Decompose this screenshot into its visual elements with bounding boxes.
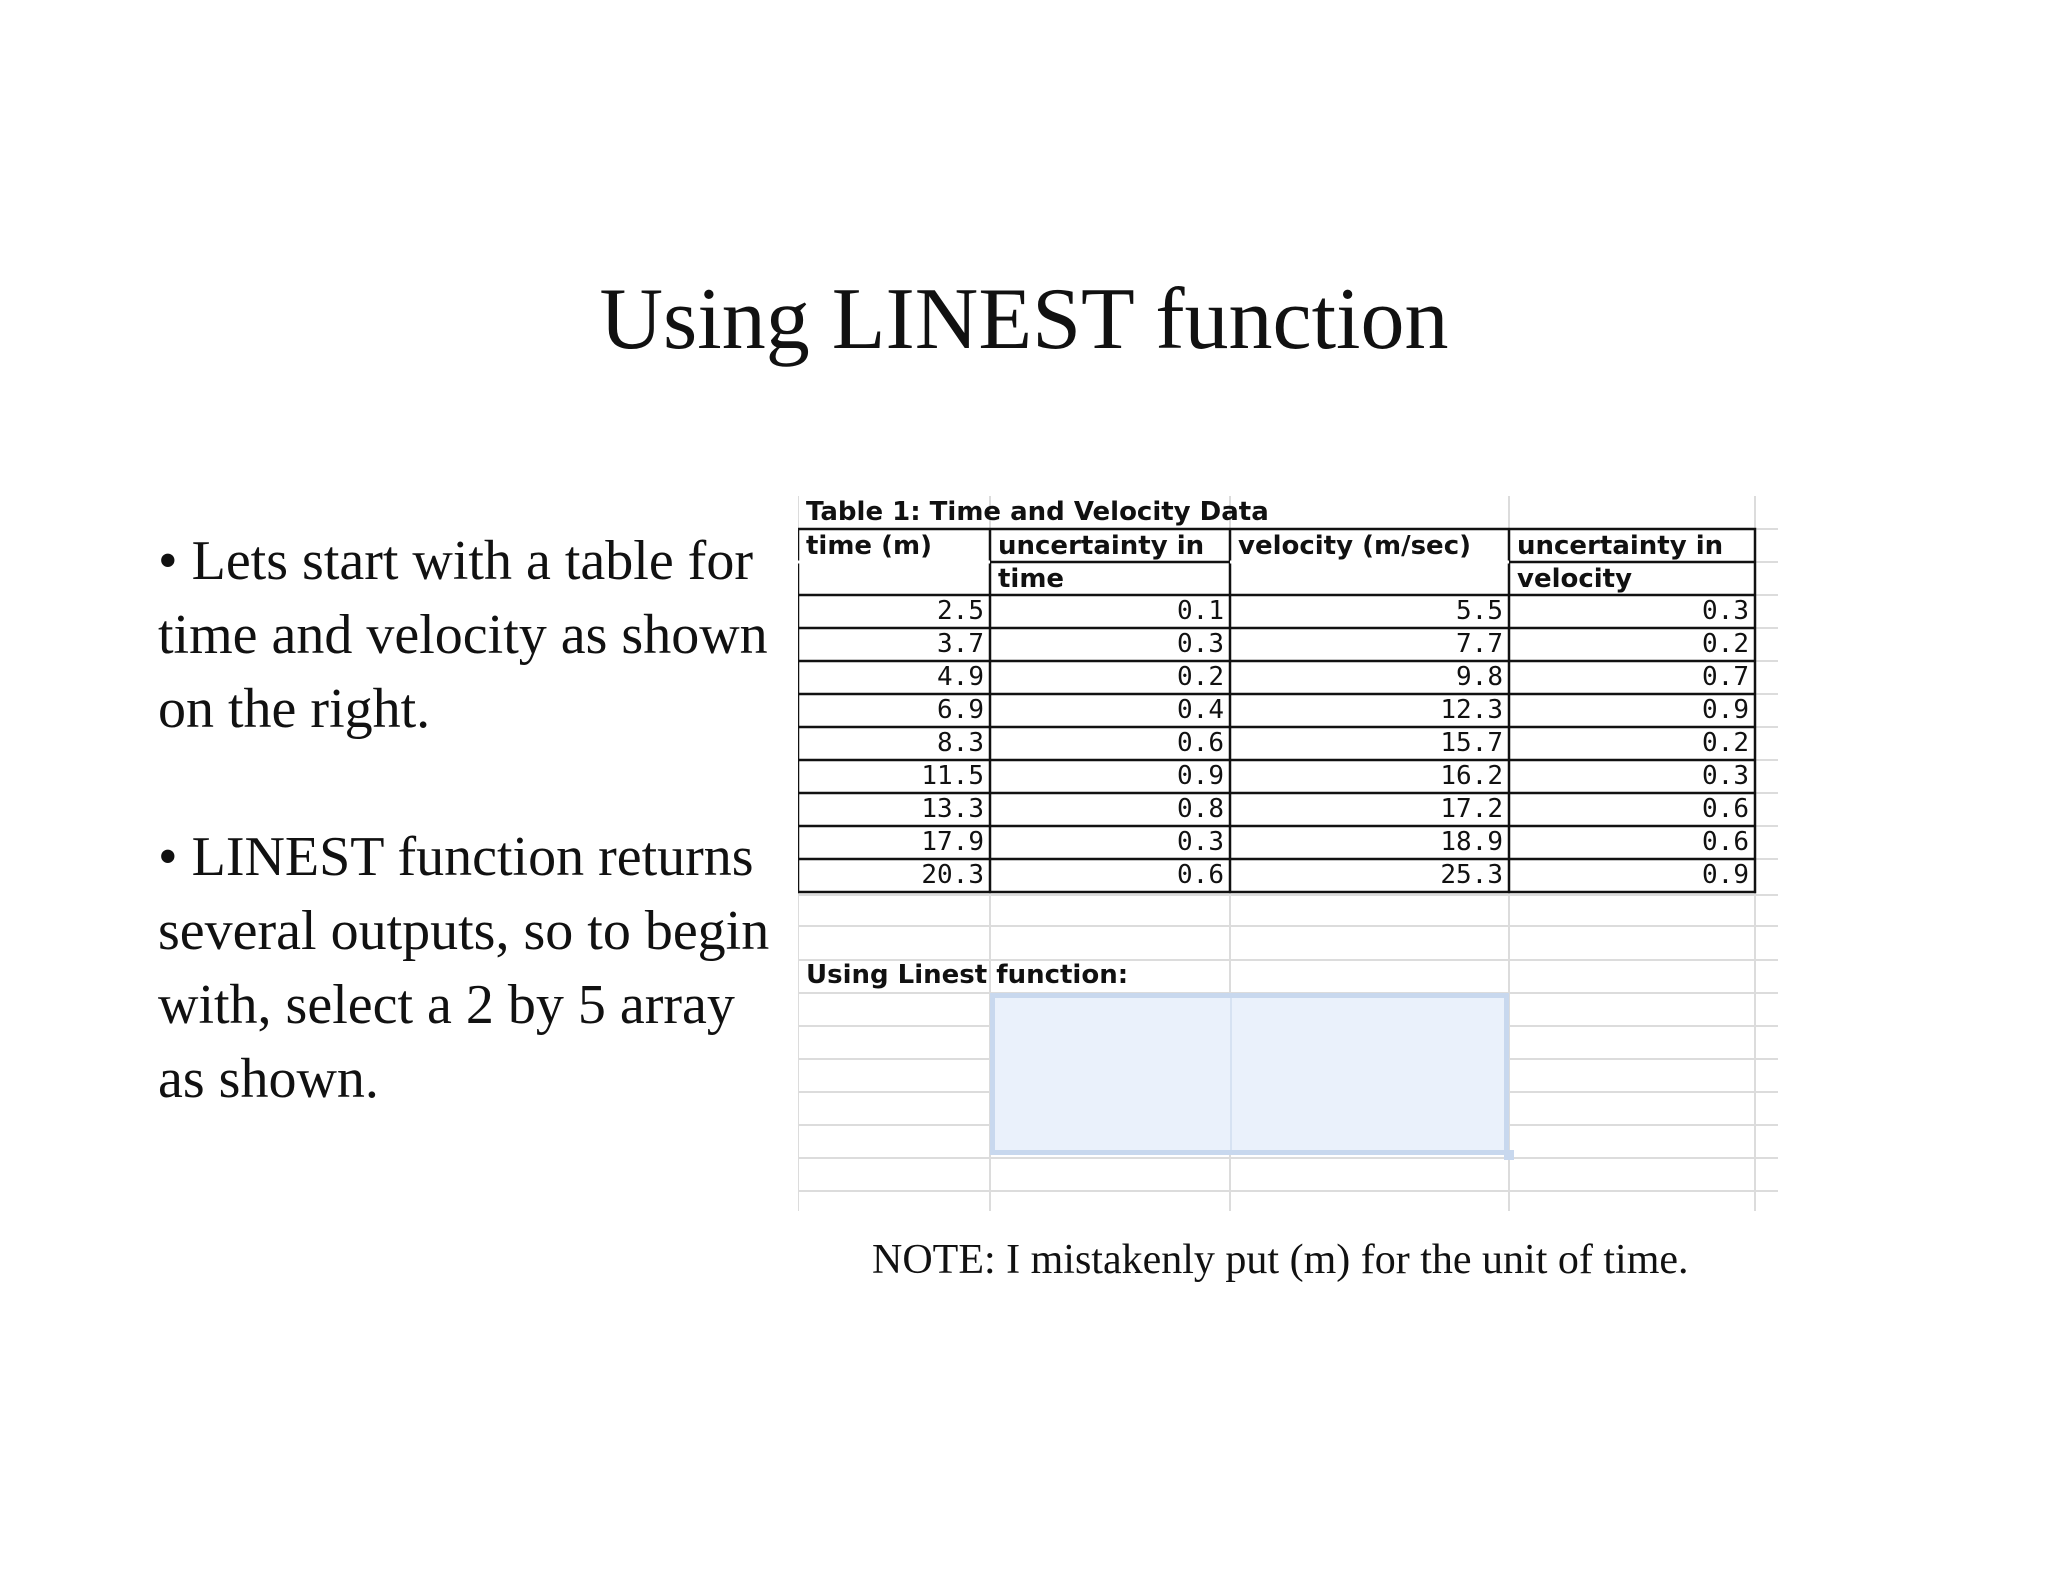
- velocity-cell[interactable]: 7.7: [1456, 629, 1503, 659]
- time-cell[interactable]: 2.5: [937, 596, 984, 626]
- velocity-cell[interactable]: 17.2: [1440, 794, 1503, 824]
- uncertainty-time-cell[interactable]: 0.3: [1177, 629, 1224, 659]
- bullet-linest-select: • LINEST function returns several outputs, so to begin with, select a 2 by 5 array as shown.: [158, 826, 770, 1110]
- header-uncertainty-time-line2: time: [998, 564, 1065, 594]
- time-cell[interactable]: 20.3: [921, 860, 984, 890]
- uncertainty-velocity-cell[interactable]: 0.2: [1702, 728, 1749, 758]
- uncertainty-velocity-cell[interactable]: 0.9: [1702, 860, 1749, 890]
- uncertainty-velocity-cell[interactable]: 0.2: [1702, 629, 1749, 659]
- velocity-cell[interactable]: 18.9: [1440, 827, 1503, 857]
- header-uncertainty-velocity-line1: uncertainty in: [1517, 531, 1724, 561]
- time-cell[interactable]: 13.3: [921, 794, 984, 824]
- header-uncertainty-time-line1: uncertainty in: [998, 531, 1205, 561]
- selection-fill-handle[interactable]: [1504, 1150, 1514, 1160]
- time-cell[interactable]: 8.3: [937, 728, 984, 758]
- time-cell[interactable]: 17.9: [921, 827, 984, 857]
- header-time: time (m): [806, 531, 932, 561]
- velocity-cell[interactable]: 16.2: [1440, 761, 1503, 791]
- table-title: Table 1: Time and Velocity Data: [806, 497, 1269, 527]
- uncertainty-velocity-cell[interactable]: 0.6: [1702, 827, 1749, 857]
- selection-column-divider: [1230, 998, 1232, 1150]
- time-cell[interactable]: 3.7: [937, 629, 984, 659]
- uncertainty-time-cell[interactable]: 0.6: [1177, 728, 1224, 758]
- linest-selected-range[interactable]: [990, 993, 1509, 1155]
- uncertainty-velocity-cell[interactable]: 0.3: [1702, 596, 1749, 626]
- uncertainty-velocity-cell[interactable]: 0.7: [1702, 662, 1749, 692]
- unit-note: NOTE: I mistakenly put (m) for the unit of time.: [872, 1237, 1689, 1283]
- uncertainty-time-cell[interactable]: 0.9: [1177, 761, 1224, 791]
- velocity-cell[interactable]: 12.3: [1440, 695, 1503, 725]
- uncertainty-velocity-cell[interactable]: 0.6: [1702, 794, 1749, 824]
- time-cell[interactable]: 6.9: [937, 695, 984, 725]
- linest-label: Using Linest function:: [806, 960, 1129, 990]
- uncertainty-velocity-cell[interactable]: 0.3: [1702, 761, 1749, 791]
- uncertainty-time-cell[interactable]: 0.4: [1177, 695, 1224, 725]
- time-cell[interactable]: 4.9: [937, 662, 984, 692]
- slide-title: Using LINEST function: [599, 271, 1449, 368]
- spreadsheet-screenshot: [798, 496, 1778, 1211]
- velocity-cell[interactable]: 5.5: [1456, 596, 1503, 626]
- uncertainty-time-cell[interactable]: 0.6: [1177, 860, 1224, 890]
- uncertainty-time-cell[interactable]: 0.8: [1177, 794, 1224, 824]
- velocity-cell[interactable]: 15.7: [1440, 728, 1503, 758]
- header-uncertainty-velocity-line2: velocity: [1517, 564, 1633, 594]
- uncertainty-velocity-cell[interactable]: 0.9: [1702, 695, 1749, 725]
- uncertainty-time-cell[interactable]: 0.3: [1177, 827, 1224, 857]
- time-cell[interactable]: 11.5: [921, 761, 984, 791]
- uncertainty-time-cell[interactable]: 0.1: [1177, 596, 1224, 626]
- velocity-cell[interactable]: 25.3: [1440, 860, 1503, 890]
- header-velocity: velocity (m/sec): [1238, 531, 1471, 561]
- bullet-table-intro: • Lets start with a table for time and velocity as shown on the right.: [158, 530, 768, 740]
- uncertainty-time-cell[interactable]: 0.2: [1177, 662, 1224, 692]
- velocity-cell[interactable]: 9.8: [1456, 662, 1503, 692]
